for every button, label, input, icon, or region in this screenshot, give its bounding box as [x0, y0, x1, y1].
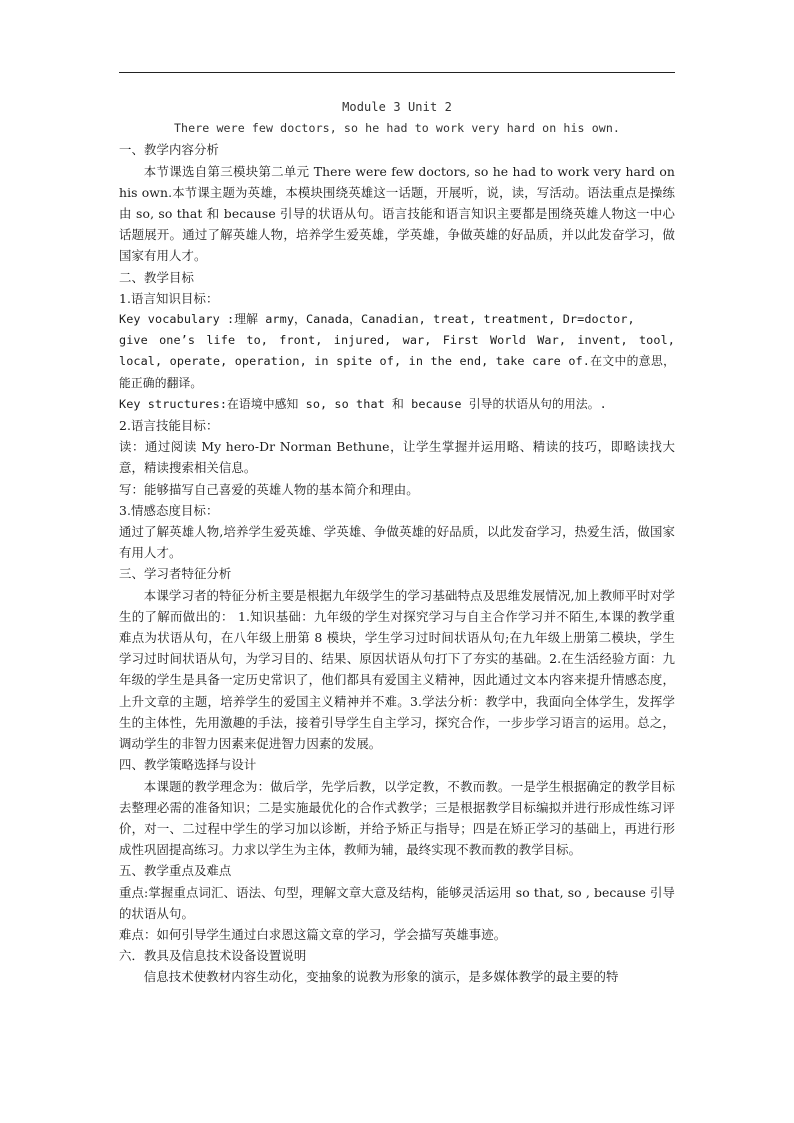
key-vocabulary-continuation: give one’s life to, front, injured, war, First World War, invent, tool, local, operate, operation, in spite of, in the end, take care of.在文中的意思，能正确的翻译。	[119, 333, 675, 390]
learner-analysis-paragraph: 本课学习者的特征分析主要是根据九年级学生的学习基础特点及思维发展情况,加上教师平时对学生的了解而做出的： 1.知识基础：九年级的学生对探究学习与自主合作学习并不陌生,本课的教学重难点为状语从句，在八年级上册第 8 模块，学生学习过时间状语从句;在九年级上册第二模块，学生学习过时间状语从句，为学习目的、结果、原因状语从句打下了夯实的基础。2.在生活经验方面：九年级的学生是具备一定历史常识了，他们都具有爱国主义精神，因此通过文本内容来提升情感态度，上升文章的主题，培养学生的爱国主义精神并不难。3.学法分析：教学中，我面向全体学生，发挥学生的主体性，先用激趣的手法，接着引导学生自主学习，探究合作，一步步学习语言的运用。总之，调动学生的非智力因素来促进智力因素的发展。	[119, 587, 675, 752]
section-heading-learner-analysis: 三、学习者特征分析	[119, 566, 232, 582]
section-heading-key-points: 五、教学重点及难点	[119, 863, 232, 879]
key-structures-line: Key structures:在语境中感知 so, so that 和 because 引导的状语从句的用法。.	[119, 396, 607, 411]
key-point-text: 重点:掌握重点词汇、语法、句型，理解文章大意及结构，能够灵活运用 so that, so , because 引导的状语从句。	[119, 884, 675, 921]
section-heading-equipment: 六．教具及信息技术设备设置说明	[119, 948, 307, 964]
objective-language-knowledge-heading: 1.语言知识目标：	[119, 290, 219, 306]
header-rule	[119, 72, 675, 73]
key-vocabulary-line: Key vocabulary :理解 army，Canada，Canadian, treat, treatment, Dr=doctor,	[119, 312, 635, 327]
content-analysis-paragraph: 本节课选自第三模块第二单元 There were few doctors, so he had to work very hard on his own.本节课主题为英雄，本模块围绕英雄这一话题，开展听，说，读，写活动。语法重点是操练由 so, so that 和 because 引导的状语从句。语言技能和语言知识主要都是围绕英雄人物这一中心话题展开。通过了解英雄人物，培养学生爱英雄，学英雄，争做英雄的好品质，并以此发奋学习，做国家有用人才。	[119, 163, 675, 264]
writing-objective: 写：能够描写自己喜爱的英雄人物的基本简介和理由。	[119, 481, 419, 497]
reading-objective: 读：通过阅读 My hero-Dr Norman Bethune，让学生掌握并运用略、精读的技巧，即略读找大意，精读搜索相关信息。	[119, 439, 675, 476]
difficult-point-text: 难点：如何引导学生通过白求恩这篇文章的学习，学会描写英雄事迹。	[119, 926, 507, 942]
objective-language-skills-heading: 2.语言技能目标：	[119, 418, 219, 434]
strategy-paragraph: 本课题的教学理念为：做后学，先学后教，以学定教，不教而教。一是学生根据确定的教学目标去整理必需的准备知识；二是实施最优化的合作式教学；三是根据教学目标编拟并进行形成性练习评价，对一、二过程中学生的学习加以诊断，并给予矫正与指导；四是在矫正学习的基础上，再进行形成性巩固提高练习。力求以学生为主体，教师为辅，最终实现不教而教的教学目标。	[119, 778, 675, 858]
module-title: Module 3 Unit 2	[342, 100, 452, 114]
lesson-subtitle: There were few doctors, so he had to work very hard on his own.	[173, 121, 621, 136]
equipment-paragraph: 信息技术使教材内容生动化，变抽象的说教为形象的演示，是多媒体教学的最主要的特	[143, 969, 619, 985]
section-heading-strategy: 四、教学策略选择与设计	[119, 757, 257, 773]
document-body	[119, 97, 675, 988]
objective-emotion-heading: 3.情感态度目标：	[119, 502, 219, 518]
section-heading-content-analysis: 一、教学内容分析	[119, 142, 219, 158]
section-heading-objectives: 二、教学目标	[119, 269, 194, 285]
emotion-objective: 通过了解英雄人物,培养学生爱英雄、学英雄、争做英雄的好品质，以此发奋学习，热爱生活，做国家有用人才。	[119, 524, 675, 561]
